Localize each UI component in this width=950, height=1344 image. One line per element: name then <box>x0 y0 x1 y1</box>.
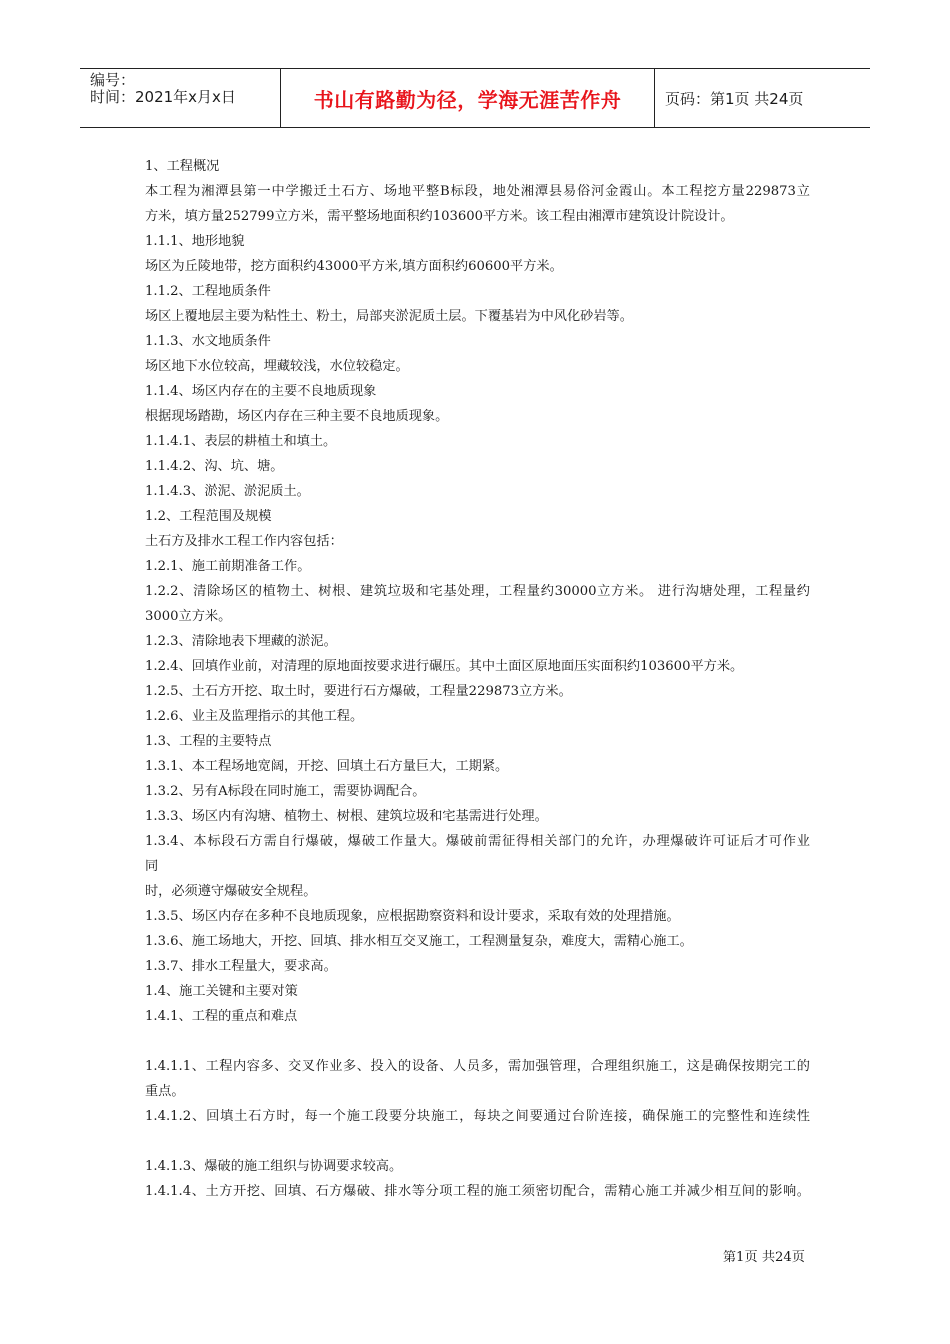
list-item: 1.2.1、施工前期准备工作。 <box>145 559 311 574</box>
blank-line <box>145 1129 810 1154</box>
body-paragraph-line: 方米，填方量252799立方米，需平整场地面积约103600平方米。该工程由湘潭市建筑设计院设计。 <box>145 209 734 224</box>
list-item: 1.1.4.1、表层的耕植土和填土。 <box>145 434 337 449</box>
list-item: 1.4.1.2、回填土石方时，每一个施工段要分块施工，每块之间要通过台阶连接，确保施工的完整性和连续性 <box>145 1109 810 1124</box>
list-item: 1.3.5、场区内存在多种不良地质现象，应根据勘察资料和设计要求，采取有效的处理措施。 <box>145 909 680 924</box>
list-item: 1.2.6、业主及监理指示的其他工程。 <box>145 709 364 724</box>
body-paragraph-line: 场区上覆地层主要为粘性土、粉土，局部夹淤泥质土层。下覆基岩为中风化砂岩等。 <box>145 309 633 324</box>
body-paragraph-line: 本工程为湘潭县第一中学搬迁土石方、场地平整B标段，地处湘潭县易俗河金霞山。本工程挖方量229873立 <box>145 184 810 199</box>
body-paragraph-line: 场区地下水位较高，埋藏较浅，水位较稳定。 <box>145 359 409 374</box>
page-header <box>80 68 870 128</box>
subsection-heading: 1.1.3、水文地质条件 <box>145 334 271 349</box>
section-heading: 1.3、工程的主要特点 <box>145 734 272 749</box>
footer-page-number: 第1页 共24页 <box>722 1250 805 1265</box>
list-item: 1.4.1.4、土方开挖、回填、石方爆破、排水等分项工程的施工须密切配合，需精心施工并减少相互间的影响。 <box>145 1184 810 1199</box>
header-motto-cell <box>281 69 655 127</box>
document-body <box>145 154 810 1204</box>
body-paragraph-line: 土石方及排水工程工作内容包括： <box>145 534 343 549</box>
subsection-heading: 1.1.2、工程地质条件 <box>145 284 271 299</box>
list-item-continuation: 重点。 <box>145 1084 185 1099</box>
section-heading: 1、工程概况 <box>145 159 220 174</box>
list-item: 1.1.4.2、沟、坑、塘。 <box>145 459 284 474</box>
list-item: 1.3.7、排水工程量大，要求高。 <box>145 959 337 974</box>
section-heading: 1.4、施工关键和主要对策 <box>145 984 298 999</box>
blank-line <box>145 1029 810 1054</box>
section-heading: 1.2、工程范围及规模 <box>145 509 272 524</box>
list-item: 1.3.4、本标段石方需自行爆破，爆破工作量大。爆破前需征得相关部门的允许，办理爆破许可证后才可作业 <box>145 834 810 849</box>
body-paragraph-line: 场区为丘陵地带，挖方面积约43000平方米,填方面积约60600平方米。 <box>145 259 563 274</box>
subsection-heading: 1.1.4、场区内存在的主要不良地质现象 <box>145 384 377 399</box>
subsection-heading: 1.4.1、工程的重点和难点 <box>145 1009 298 1024</box>
document-date-label: 时间：2021年x月x日 <box>90 88 236 106</box>
list-item: 1.2.3、清除地表下埋藏的淤泥。 <box>145 634 337 649</box>
list-item: 1.3.3、场区内有沟塘、植物土、树根、建筑垃圾和宅基需进行处理。 <box>145 809 548 824</box>
list-item: 1.3.2、另有A标段在同时施工，需要协调配合。 <box>145 784 426 799</box>
subsection-heading: 1.1.1、地形地貌 <box>145 234 245 249</box>
page-footer <box>723 1248 805 1268</box>
header-page-cell <box>655 69 870 127</box>
body-paragraph-line: 根据现场踏勘，场区内存在三种主要不良地质现象。 <box>145 409 449 424</box>
list-item: 1.2.5、土石方开挖、取土时，要进行石方爆破，工程量229873立方米。 <box>145 684 572 699</box>
header-motto: 书山有路勤为径，学海无涯苦作舟 <box>313 87 622 112</box>
list-item: 1.4.1.1、工程内容多、交叉作业多、投入的设备、人员多，需加强管理，合理组织施工，这是确保按期完工的 <box>145 1059 810 1074</box>
list-item-continuation: 同 <box>145 859 159 874</box>
header-page-info: 页码：第1页 共24页 <box>665 89 804 108</box>
list-item: 1.3.1、本工程场地宽阔，开挖、回填土石方量巨大，工期紧。 <box>145 759 509 774</box>
list-item-continuation: 时，必须遵守爆破安全规程。 <box>145 884 317 899</box>
list-item: 1.4.1.3、爆破的施工组织与协调要求较高。 <box>145 1159 403 1174</box>
list-item: 1.2.4、回填作业前，对清理的原地面按要求进行碾压。其中土面区原地面压实面积约103600平方米。 <box>145 659 744 674</box>
list-item: 1.1.4.3、淤泥、淤泥质土。 <box>145 484 310 499</box>
header-meta-cell <box>80 69 281 127</box>
document-number-label: 编号： <box>90 71 136 89</box>
list-item-continuation: 3000立方米。 <box>145 609 232 624</box>
list-item: 1.3.6、施工场地大，开挖、回填、排水相互交叉施工，工程测量复杂，难度大，需精心施工。 <box>145 934 693 949</box>
list-item: 1.2.2、清除场区的植物土、树根、建筑垃圾和宅基处理，工程量约30000立方米。 进行沟塘处理，工程量约 <box>145 584 810 599</box>
